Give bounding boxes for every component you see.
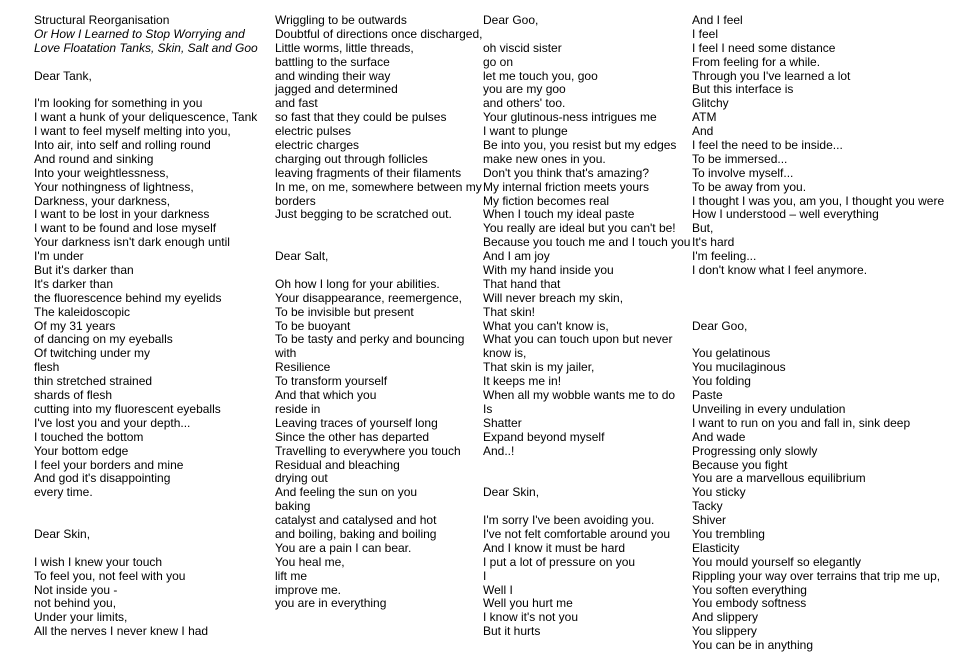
text-line: Because you touch me and I touch you [483,235,691,250]
text-line: you are my goo [483,82,566,97]
text-line: And I know it must be hard [483,540,626,555]
text-line: You gelatinous [692,346,771,361]
text-line: But it's darker than [34,263,134,278]
text-line: reside in [275,401,321,416]
poem-column-2 [275,14,481,611]
text-line: To be immersed... [692,151,788,166]
blank-line [692,292,952,306]
blank-line [692,306,952,320]
poem-column-3 [483,14,689,639]
text-line: Of my 31 years [34,318,116,333]
text-line: I know it's not you [483,610,579,625]
text-line: Resilience [275,360,331,375]
poem-column-4 [692,14,952,653]
text-line: You trembling [692,526,765,541]
text-line: catalyst and catalysed and hot [275,513,437,528]
text-line: electric charges [275,138,360,153]
text-line: Paste [692,388,723,403]
text-line: Dear Salt, [275,249,329,264]
text-line: I touched the bottom [34,429,144,444]
text-line: every time. [34,485,93,500]
text-line: know is, [483,346,527,361]
text-line: I want to plunge [483,124,568,139]
text-line: All the nerves I never knew I had [34,624,209,639]
text-line: Dear Goo, [483,13,539,27]
text-line: Since the other has departed [275,429,430,444]
text-line: Because you fight [692,457,788,472]
blank-line [692,333,952,347]
text-line: And..! [483,443,515,458]
text-line: I want a hunk of your deliquescence, Tank [34,110,258,125]
text-line: You soften everything [692,582,807,597]
text-line: Be into you, you resist but my edges [483,138,677,153]
text-line: I'm feeling... [692,249,757,264]
blank-line [34,514,270,528]
text-line: I wish I knew your touch [34,554,163,569]
text-line: Of twitching under my [34,346,151,361]
text-line: It's hard [692,235,735,250]
text-line: Progressing only slowly [692,443,818,458]
text-line: and others' too. [483,96,566,111]
text-line: I'm looking for something in you [34,96,203,111]
text-line: I thought I was you, am you, I thought you were [692,193,945,208]
text-line: In me, on me, somewhere between my [275,179,482,194]
text-line: You are a marvellous equilibrium [692,471,866,486]
text-line: It's darker than [34,276,113,291]
blank-line [275,236,481,250]
text-line: When I touch my ideal paste [483,207,635,222]
text-line: Darkness, your darkness, [34,193,171,208]
text-line: Your bottom edge [34,443,129,458]
text-line: flesh [34,360,60,375]
text-line: Expand beyond myself [483,429,605,444]
text-line: drying out [275,471,328,486]
text-line: and fast [275,96,318,111]
text-line: make new ones in you. [483,151,606,166]
text-line: To be tasty and perky and bouncing [275,332,465,347]
text-line: Doubtful of directions once discharged, [275,26,483,41]
blank-line [34,56,270,70]
blank-line [34,542,270,556]
text-line: The kaleidoscopic [34,304,131,319]
text-line: And that which you [275,388,377,403]
blank-line [275,264,481,278]
text-line: That skin! [483,304,536,319]
text-line: But it hurts [483,624,541,639]
text-line: My internal friction meets yours [483,179,650,194]
blank-line [483,500,689,514]
text-line: Will never breach my skin, [483,290,624,305]
text-line: I don't know what I feel anymore. [692,263,868,278]
text-line: jagged and determined [275,82,398,97]
text-line: I [483,568,487,583]
text-line: Dear Goo, [692,318,748,333]
text-line: let me touch you, goo [483,68,598,83]
text-line: From feeling for a while. [692,54,821,69]
text-line: Or How I Learned to Stop Worrying and [34,26,245,41]
text-line: To involve myself... [692,165,794,180]
text-line: You slippery [692,624,757,639]
text-line: Is [483,401,493,416]
text-line: Love Floatation Tanks, Skin, Salt and Goo [34,40,258,55]
text-line: To be buoyant [275,318,351,333]
blank-line [483,28,689,42]
text-line: And round and sinking [34,151,154,166]
text-line: go on [483,54,514,69]
text-line: and boiling, baking and boiling [275,526,437,541]
text-line: Oh how I long for your abilities. [275,276,440,291]
text-line: To be invisible but present [275,304,414,319]
text-line: What you can touch upon but never [483,332,673,347]
text-line: baking [275,499,311,514]
text-line: And god it's disappointing [34,471,171,486]
text-line: Little worms, little threads, [275,40,414,55]
text-line: But, [692,221,714,236]
text-line: To feel you, not feel with you [34,568,186,583]
text-line: I've lost you and your depth... [34,415,191,430]
text-line: And feeling the sun on you [275,485,418,500]
blank-line [483,472,689,486]
text-line: What you can't know is, [483,318,609,333]
text-line: and winding their way [275,68,391,83]
text-line: I want to feel myself melting into you, [34,124,231,139]
text-line: of dancing on my eyeballs [34,332,173,347]
text-line: I feel the need to be inside... [692,138,843,153]
text-line: Wriggling to be outwards [275,13,407,27]
text-line: Unveiling in every undulation [692,401,846,416]
text-line: I feel your borders and mine [34,457,184,472]
blank-line [483,459,689,473]
blank-line [692,278,952,292]
text-line: Rippling your way over terrains that trip me up, [692,568,941,583]
text-line: You are a pain I can bear. [275,540,412,555]
text-line: And I feel [692,13,743,27]
text-line: Glitchy [692,96,729,111]
text-line: lift me [275,568,308,583]
text-line: with [275,346,297,361]
text-line: I want to run on you and fall in, sink deep [692,415,911,430]
text-line: Well you hurt me [483,596,573,611]
text-line: borders [275,193,316,208]
text-line: And wade [692,429,746,444]
text-line: And I am joy [483,249,550,264]
text-line: Tacky [692,499,723,514]
text-line: cutting into my fluorescent eyeballs [34,401,221,416]
text-line: Elasticity [692,540,740,555]
text-line: electric pulses [275,124,352,139]
text-line: Just begging to be scratched out. [275,207,452,222]
text-line: You really are ideal but you can't be! [483,221,676,236]
blank-line [34,500,270,514]
text-line: leaving fragments of their filaments [275,165,462,180]
text-line: Your disappearance, reemergence, [275,290,463,305]
text-line: I want to be found and lose myself [34,221,217,236]
text-line: not behind you, [34,596,117,611]
text-line: Don't you think that's amazing? [483,165,650,180]
text-line: My fiction becomes real [483,193,610,208]
text-line: But this interface is [692,82,794,97]
text-line: I put a lot of pressure on you [483,554,636,569]
text-line: Travelling to everywhere you touch [275,443,461,458]
text-line: I've not felt comfortable around you [483,526,671,541]
blank-line [34,83,270,97]
blank-line [275,222,481,236]
text-line: You can be in anything [692,638,813,653]
text-line: I want to be lost in your darkness [34,207,210,222]
text-line: Well I [483,582,513,597]
text-line: battling to the surface [275,54,390,69]
text-line: You embody softness [692,596,807,611]
text-line: Shiver [692,513,727,528]
text-line: I'm under [34,249,84,264]
text-line: I feel [692,26,719,41]
text-line: And slippery [692,610,759,625]
text-line: Dear Skin, [483,485,540,500]
text-line: the fluorescence behind my eyelids [34,290,222,305]
text-line: Through you I've learned a lot [692,68,851,83]
text-line: improve me. [275,582,342,597]
text-line: I feel I need some distance [692,40,836,55]
text-line: And [692,124,714,139]
text-line: You mucilaginous [692,360,786,375]
text-line: Not inside you - [34,582,118,597]
text-line: ATM [692,110,717,125]
text-line: You heal me, [275,554,345,569]
text-line: shards of flesh [34,388,113,403]
text-line: so fast that they could be pulses [275,110,447,125]
text-line: Residual and bleaching [275,457,400,472]
text-line: Into air, into self and rolling round [34,138,211,153]
text-line: Dear Tank, [34,68,92,83]
text-line: Into your weightlessness, [34,165,169,180]
text-line: You sticky [692,485,746,500]
text-line: To be away from you. [692,179,807,194]
text-line: With my hand inside you [483,263,614,278]
text-line: Your nothingness of lightness, [34,179,194,194]
text-line: Shatter [483,415,522,430]
text-line: I'm sorry I've been avoiding you. [483,513,655,528]
text-line: It keeps me in! [483,374,562,389]
text-line: Structural Reorganisation [34,13,170,27]
text-line: thin stretched strained [34,374,153,389]
text-line: Leaving traces of yourself long [275,415,438,430]
text-line: oh viscid sister [483,40,562,55]
text-line: Under your limits, [34,610,128,625]
text-line: To transform yourself [275,374,388,389]
text-line: How I understood – well everything [692,207,879,222]
text-line: That skin is my jailer, [483,360,595,375]
text-line: charging out through follicles [275,151,428,166]
text-line: You mould yourself so elegantly [692,554,861,569]
text-line: You folding [692,374,751,389]
poem-column-1 [34,14,270,639]
text-line: Your glutinous-ness intrigues me [483,110,657,125]
text-line: That hand that [483,276,561,291]
text-line: you are in everything [275,596,387,611]
text-line: Your darkness isn't dark enough until [34,235,230,250]
text-line: Dear Skin, [34,526,91,541]
text-line: When all my wobble wants me to do [483,388,676,403]
